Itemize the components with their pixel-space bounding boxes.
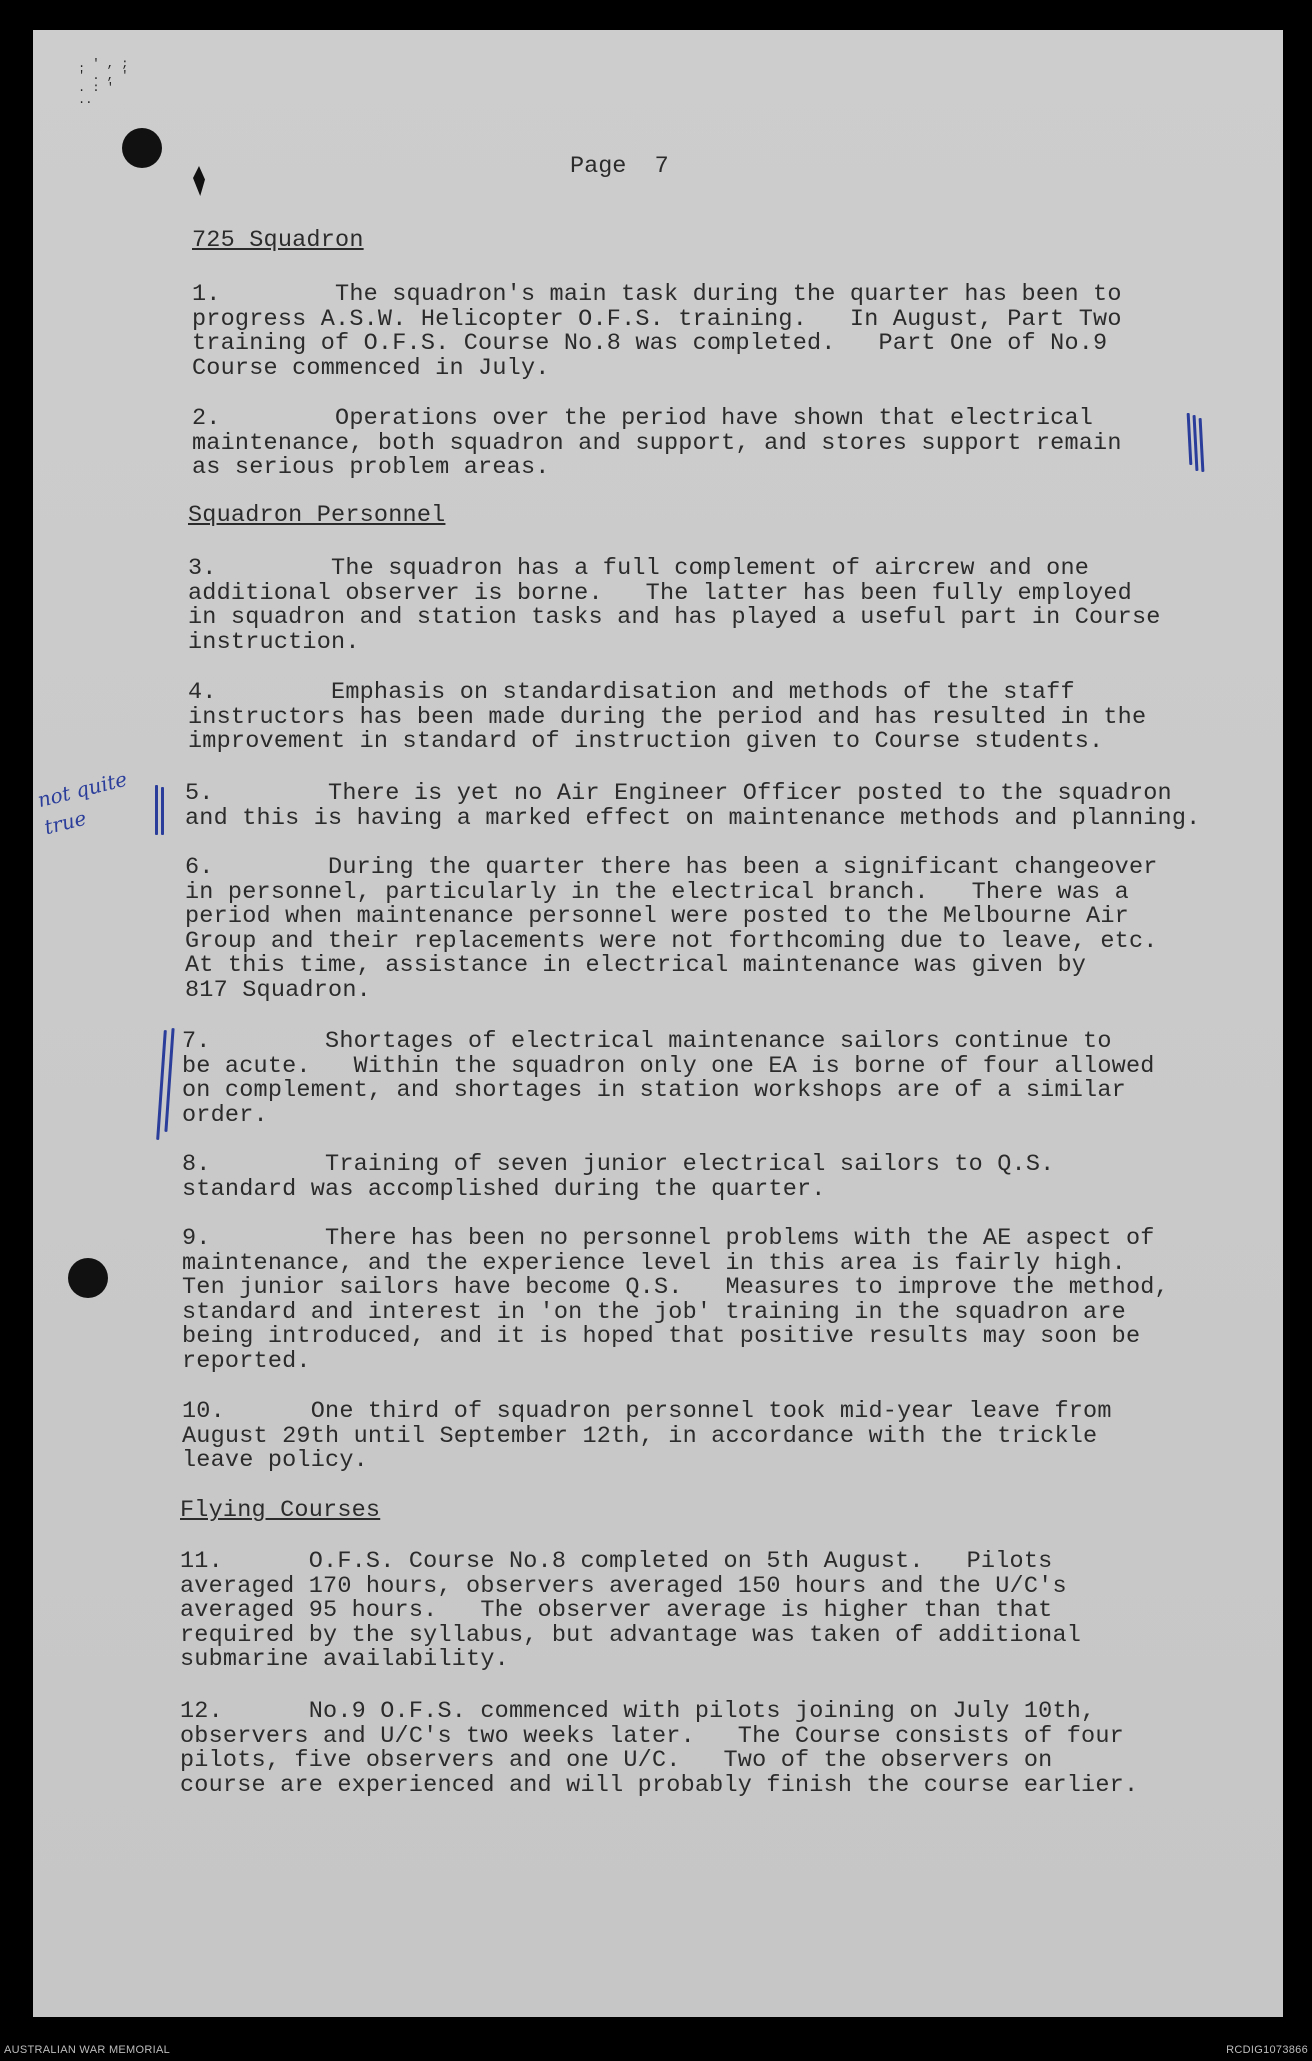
paragraph-6: 6. During the quarter there has been a significant changeover in personnel, particularly in the electrical branch. There was a period when maintenance personnel were posted to the Melbourne Air Group and their replacements were not forthcoming due to leave, etc. At this time, assistance in electrical maintenance was given by 817 Squadron. — [185, 854, 1158, 1004]
heading-flying-courses: Flying Courses — [180, 1497, 381, 1524]
paper-damage: . ' , ; ' . , ' . : ' .. — [78, 57, 129, 107]
paragraph-2: 2. Operations over the period have shown that electrical maintenance, both squadron and support, and stores support remain as serious problem areas. — [192, 405, 1122, 481]
handwritten-note: not quite true — [35, 766, 130, 840]
paragraph-11: 11. O.F.S. Course No.8 completed on 5th August. Pilots averaged 170 hours, observers averaged 150 hours and the U/C's averaged 95 hours. The observer average is higher than that required by the syllabus, but advantage was taken of additional submarine availability. — [180, 1548, 1082, 1673]
page-number: Page 7 — [570, 153, 669, 180]
footer-right: RCDIG1073866 — [1226, 2044, 1308, 2056]
punch-hole-top — [122, 128, 162, 168]
paragraph-8: 8. Training of seven junior electrical sailors to Q.S. standard was accomplished during the quarter. — [182, 1151, 1055, 1203]
heading-squadron-personnel: Squadron Personnel — [188, 502, 446, 529]
footer-left: AUSTRALIAN WAR MEMORIAL — [4, 2044, 171, 2056]
archive-footer — [0, 2041, 1312, 2061]
paragraph-12: 12. No.9 O.F.S. commenced with pilots joining on July 10th, observers and U/C's two weeks later. The Course consists of four pilots, five observers and one U/C. Two of the observers on course are experienced and will probably finish the course earlier. — [180, 1698, 1139, 1799]
heading-725-squadron: 725 Squadron — [192, 227, 364, 254]
punch-hole-bottom — [68, 1258, 108, 1298]
paragraph-3: 3. The squadron has a full complement of aircrew and one additional observer is borne. The latter has been fully employed in squadron and station tasks and has played a useful part in Course instruction. — [188, 555, 1161, 656]
paragraph-5: 5. There is yet no Air Engineer Officer posted to the squadron and this is having a marked effect on maintenance methods and planning. — [185, 780, 1201, 832]
paragraph-7: 7. Shortages of electrical maintenance sailors continue to be acute. Within the squadron only one EA is borne of four allowed on complement, and shortages in station workshops are of a similar order. — [182, 1028, 1155, 1129]
paragraph-9: 9. There has been no personnel problems with the AE aspect of maintenance, and the experience level in this area is fairly high. Ten junior sailors have become Q.S. Measures to improve the method, standard and interest in 'on the job' training in the squadron are being introduced, and it is hoped that positive results may soon be reported. — [182, 1225, 1169, 1375]
paragraph-10: 10. One third of squadron personnel took mid-year leave from August 29th until September 12th, in accordance with the trickle leave policy. — [182, 1398, 1112, 1474]
paragraph-4: 4. Emphasis on standardisation and methods of the staff instructors has been made during the period and has resulted in the improvement in standard of instruction given to Course students. — [188, 679, 1147, 755]
paragraph-1: 1. The squadron's main task during the quarter has been to progress A.S.W. Helicopter O.F.S. training. In August, Part Two training of O.F.S. Course No.8 was completed. Part One of No.9 Course commenced in July. — [192, 281, 1122, 382]
